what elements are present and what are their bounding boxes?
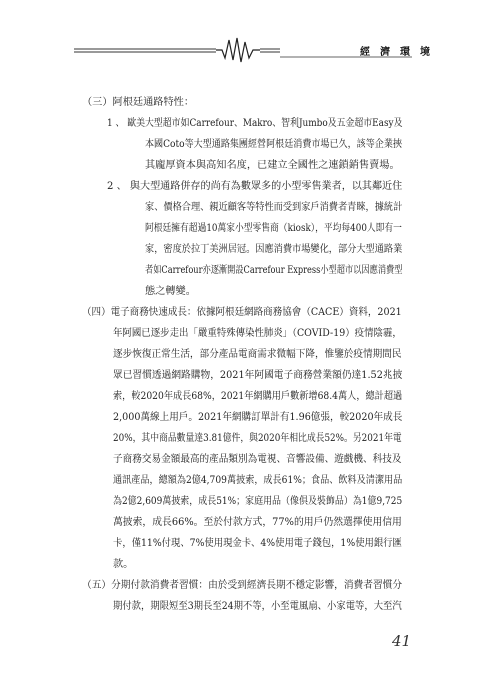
list-item-1-line-1: 1 、 歐美大型超市如Carrefour、Makro、智利Jumbo及五金超市Easy及 [107, 118, 403, 129]
header-title: 經濟環境 [360, 47, 440, 58]
section-heading-5: （五）分期付款消費者習慣：由於受到經濟長期不穩定影響，消費者習慣分 [82, 580, 403, 591]
section-heading-3: （三）阿根廷通路特性： [82, 97, 195, 108]
section-5-line-2: 期付款，期限短至3期長至24期不等，小至電風扇、小家電等，大至汽 [113, 601, 402, 612]
list-item-1-line-3: 其龐厚資本與高知名度，已建立全國性之連鎖銷售賣場。 [145, 160, 400, 171]
page-number: 41 [392, 632, 412, 650]
section-4-line-3: 逐步恢復正常生活，部分產品電商需求微幅下降，惟鑒於疫情期間民 [113, 349, 402, 360]
section-4-line-5: 索，較2020年成長68%，2021年網購用戶數新增68.4萬人，總計超過 [113, 391, 403, 402]
list-item-2-line-1: 2 、 與大型通路併存的尚有為數眾多的小型零售業者，以其鄰近住 [107, 181, 403, 192]
section-heading-4: （四）電子商務快速成長：依據阿根廷網路商務協會（CACE）資料，2021 [82, 307, 402, 318]
list-item-2-line-5: 者如Carrefour亦逐漸開設Carrefour Express小型超市以因應消費型 [145, 265, 403, 276]
section-4-line-4: 眾已習慣透過網路購物，2021年阿國電子商務營業額仍達1.52兆披 [113, 370, 403, 381]
section-4-line-12: 卡，僅11%付現、7%使用現金卡、4%使用電子錢包，1%使用銀行匯 [113, 538, 402, 549]
section-4-line-9: 通訊產品，總額為2億4,709萬披索，成長61%；食品、飲料及清潔用品 [113, 475, 403, 486]
list-item-2-line-2: 家、價格合理、親近顧客等特性而受到家戶消費者青睞，據統計 [145, 202, 403, 213]
section-4-line-6: 2,000萬線上用戶。2021年網購訂單計有1.96億張，較2020年成長 [113, 412, 403, 423]
list-item-1-line-2: 本國Coto等大型通路集團經營阿根廷消費市場已久，該等企業挾 [145, 139, 402, 150]
list-item-2-line-3: 阿根廷擁有超過10萬家小型零售商（kiosk），平均每400人即有一 [145, 223, 402, 234]
list-item-2-line-4: 家，密度於拉丁美洲居冠。因應消費市場變化，部分大型通路業 [145, 244, 403, 255]
section-4-line-2: 年阿國已逐步走出「嚴重特殊傳染性肺炎」（COVID-19）疫情陰霾， [113, 328, 402, 339]
section-4-line-8: 子商務交易金額最高的產品類別為電視、音響設備、遊戲機、科技及 [113, 454, 402, 465]
section-4-line-7: 20%，其中商品數量達3.81億件，與2020年相比成長52%。另2021年電 [113, 433, 402, 444]
section-4-line-10: 為2億2,609萬披索，成長51%；家庭用品（像俱及裝飾品）為1億9,725 [113, 496, 403, 507]
section-4-line-13: 款。 [113, 559, 134, 570]
list-item-2-line-6: 態之轉變。 [145, 286, 196, 297]
section-4-line-11: 萬披索，成長66%。至於付款方式，77%的用戶仍然選擇使用信用 [113, 517, 402, 528]
